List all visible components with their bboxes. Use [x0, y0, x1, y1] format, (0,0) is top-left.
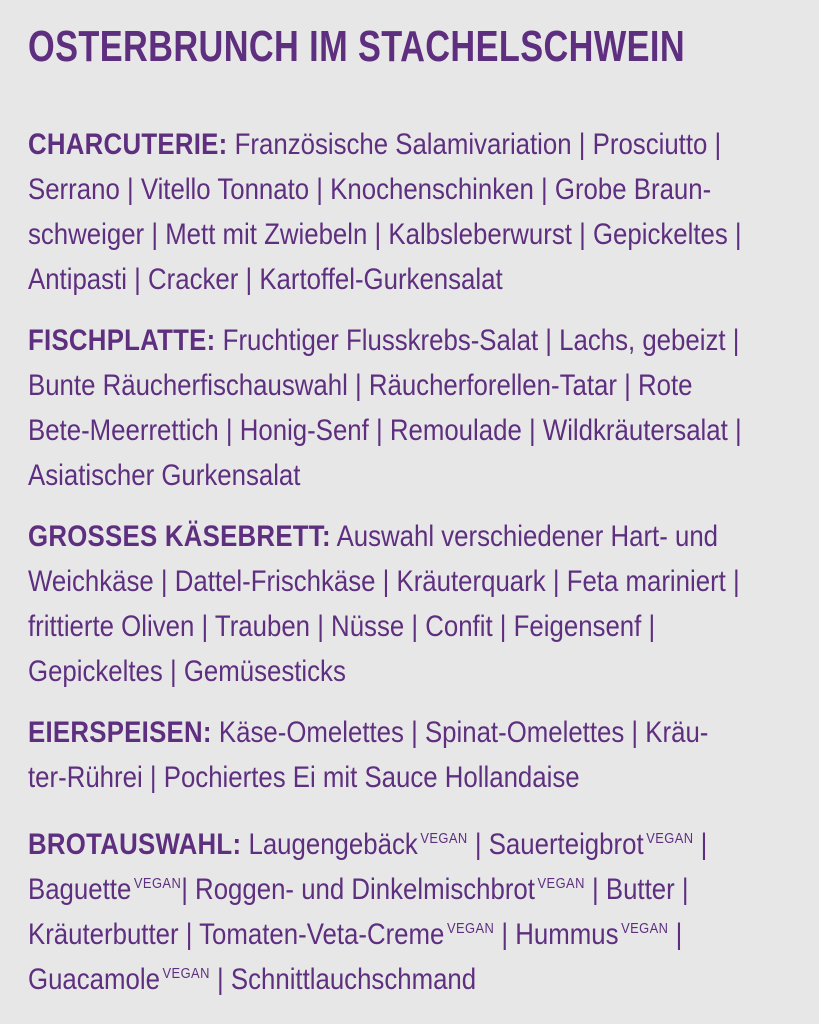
- section-charcuterie: [28, 122, 788, 302]
- vegan-tag: VEGAN: [420, 830, 468, 847]
- menu-item: Guacamole: [28, 963, 160, 996]
- section-heading: FISCHPLATTE:: [28, 324, 216, 357]
- vegan-tag: VEGAN: [646, 830, 694, 847]
- section-line: [28, 710, 709, 755]
- menu-item: |: [700, 828, 708, 861]
- section-line: [28, 122, 722, 167]
- section-text: Fruchtiger Flusskrebs-Salat | Lachs, gebeizt |: [222, 324, 740, 357]
- section-text: frittierte Oliven | Trauben | Nüsse | Confit | Feigensenf |: [28, 610, 656, 643]
- section-brotauswahl: [28, 816, 788, 996]
- section-fischplatte: [28, 318, 788, 498]
- section-eierspeisen: [28, 710, 788, 800]
- section-line: [28, 816, 708, 861]
- section-text: ter-Rührei | Pochiertes Ei mit Sauce Hollandaise: [28, 761, 580, 794]
- section-line: [28, 861, 689, 906]
- section-heading: GROSSES KÄSEBRETT:: [28, 520, 331, 553]
- menu-item: Kräuterbutter | Tomaten-Veta-Creme: [28, 918, 445, 951]
- vegan-tag: VEGAN: [446, 920, 495, 937]
- vegan-tag: VEGAN: [537, 875, 585, 892]
- section-heading: EIERSPEISEN:: [28, 716, 212, 749]
- menu-item: | Butter |: [591, 873, 689, 906]
- section-line: [28, 514, 719, 559]
- section-heading: CHARCUTERIE:: [28, 128, 228, 161]
- menu-item: | Roggen- und Dinkelmischbrot: [181, 873, 535, 906]
- section-text: Antipasti | Cracker | Kartoffel-Gurkensalat: [28, 263, 503, 296]
- section-line: [28, 318, 740, 363]
- menu-item: | Schnittlauchschmand: [217, 963, 477, 996]
- section-line: [28, 906, 682, 951]
- section-text: Bunte Räucherfischauswahl | Räucherforellen-Tatar | Rote: [28, 369, 693, 402]
- menu-item: | Sauerteigbrot: [474, 828, 644, 861]
- page-title: OSTERBRUNCH IM STACHELSCHWEIN: [28, 22, 686, 71]
- section-text: Bete-Meerrettich | Honig-Senf | Remoulade | Wildkräutersalat |: [28, 414, 742, 447]
- menu-item: | Hummus: [501, 918, 619, 951]
- section-heading: BROTAUSWAHL:: [28, 828, 242, 861]
- vegan-tag: VEGAN: [621, 920, 669, 937]
- section-kaesebrett: [28, 514, 788, 694]
- menu-item: Baguette: [28, 873, 132, 906]
- section-text: Gepickeltes | Gemüsesticks: [28, 655, 346, 688]
- section-line: [28, 951, 682, 996]
- section-text: Käse-Omelettes | Spinat-Omelettes | Kräu-: [218, 716, 709, 749]
- vegan-tag: VEGAN: [162, 965, 210, 982]
- menu-item: Laugengebäck: [248, 828, 418, 861]
- section-text: Asiatischer Gurkensalat: [28, 459, 301, 492]
- menu-item: |: [675, 918, 683, 951]
- vegan-tag: VEGAN: [133, 875, 182, 892]
- section-text: schweiger | Mett mit Zwiebeln | Kalbsleberwurst | Gepickeltes |: [28, 218, 742, 251]
- section-text: Serrano | Vitello Tonnato | Knochenschinken | Grobe Braun-: [28, 173, 712, 206]
- section-text: Französische Salamivariation | Prosciutto |: [234, 128, 722, 161]
- section-text: Auswahl verschiedener Hart- und: [336, 520, 719, 553]
- section-text: Weichkäse | Dattel-Frischkäse | Kräuterquark | Feta mariniert |: [28, 565, 740, 598]
